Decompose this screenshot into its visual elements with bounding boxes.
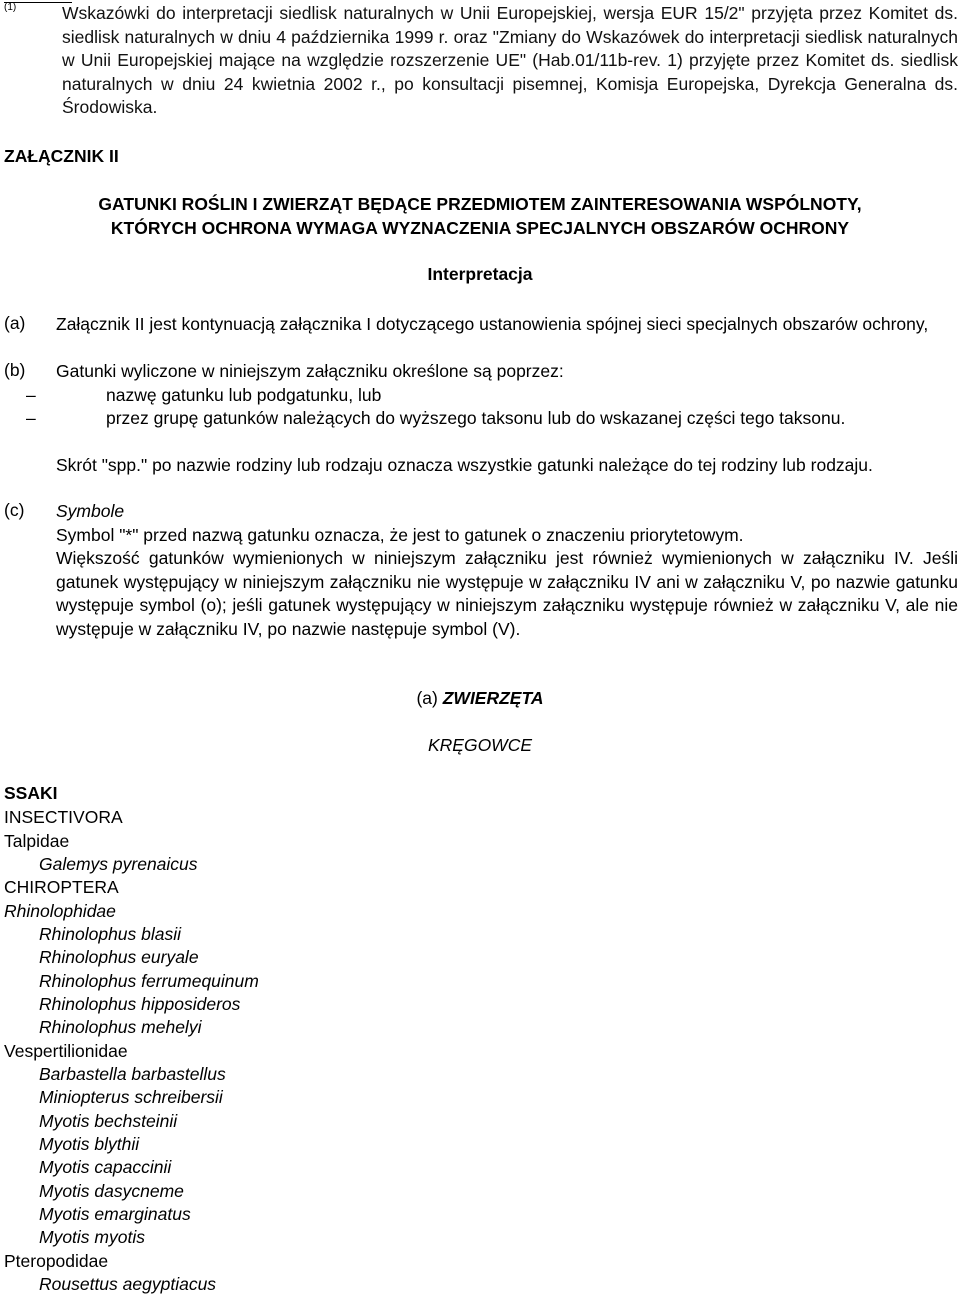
priority-symbol-text: Symbol "*" przed nazwą gatunku oznacza, że jest to gatunek o znaczeniu priorytetowym. xyxy=(56,525,744,545)
family-pteropodidae: Pteropodidae xyxy=(4,1251,109,1271)
species-item: Myotis dasycneme xyxy=(39,1181,184,1201)
footnote-marker: (1) xyxy=(4,2,17,13)
symbols-paragraph: Większość gatunków wymienionych w niniejszym załączniku jest również wymienionych w załączniku IV. Jeśli gatunek występujący w niniejszym załączniku nie występuje w załączniku IV ani w załączniku V, po nazwie gatunku występuje symbol (o); jeśli gatunek występujący w niniejszym załączniku występuje również w załączniku V, ale nie występuje w załączniku IV, po nazwie następuje symbol (V). xyxy=(56,548,958,639)
symbols-heading: Symbole xyxy=(56,501,125,521)
species-item: Rousettus aegyptiacus xyxy=(39,1274,217,1294)
species-item: Myotis emarginatus xyxy=(39,1204,191,1224)
section-prefix: (a) xyxy=(416,688,438,708)
section-heading xyxy=(0,688,960,709)
species-item: Myotis blythii xyxy=(39,1134,140,1154)
family-vespertilionidae: Vespertilionidae xyxy=(4,1041,128,1061)
section-title: ZWIERZĘTA xyxy=(442,688,544,708)
point-b-intro: Gatunki wyliczone w niniejszym załączniku określone są poprzez: xyxy=(56,361,564,381)
species-item: Miniopterus schreibersii xyxy=(39,1087,223,1107)
dash-bullet: – xyxy=(26,408,36,428)
point-a-label: (a) xyxy=(4,313,26,333)
spp-note: Skrót "spp." po nazwie rodziny lub rodzaju oznacza wszystkie gatunki należące do tej rodziny lub rodzaju. xyxy=(56,455,873,475)
annex-title-line-2: KTÓRYCH OCHRONA WYMAGA WYZNACZENIA SPECJALNYCH OBSZARÓW OCHRONY xyxy=(110,218,850,238)
order-insectivora: INSECTIVORA xyxy=(4,807,123,827)
species-item: Rhinolophus euryale xyxy=(39,947,199,967)
subsection-title: KRĘGOWCE xyxy=(427,735,533,755)
species-item: Rhinolophus ferrumequinum xyxy=(39,971,259,991)
dash-item-text: przez grupę gatunków należących do wyższego taksonu lub do wskazanej części tego taksonu. xyxy=(106,408,846,428)
footnote-text: Wskazówki do interpretacji siedlisk naturalnych w Unii Europejskiej, wersja EUR 15/2" przyjęta przez Komitet ds. siedlisk naturalnych w dniu 4 października 1999 r. oraz "Zmiany do Wskazówek do interpretacji siedlisk naturalnych w Unii Europejskiej mające na względzie rozszerzenie UE" (Hab.01/11b-rev. 1) przyjęte przez Komitet ds. siedlisk naturalnych w dniu 24 kwietnia 2002 r., po konsultacji pisemnej, Komisja Europejska, Dyrekcja Generalna ds. Środowiska. xyxy=(62,3,958,117)
class-heading: SSAKI xyxy=(4,783,58,803)
species-item: Barbastella barbastellus xyxy=(39,1064,226,1084)
dash-item-text: nazwę gatunku lub podgatunku, lub xyxy=(106,385,382,405)
point-b-label: (b) xyxy=(4,360,26,380)
interpretation-heading: Interpretacja xyxy=(427,264,533,284)
point-c-label: (c) xyxy=(4,500,25,520)
annex-title xyxy=(0,192,960,240)
species-item: Rhinolophus blasii xyxy=(39,924,182,944)
species-item: Rhinolophus hipposideros xyxy=(39,994,241,1014)
species-item: Galemys pyrenaicus xyxy=(39,854,198,874)
order-chiroptera: CHIROPTERA xyxy=(4,877,119,897)
species-item: Myotis bechsteinii xyxy=(39,1111,178,1131)
dash-bullet: – xyxy=(26,385,36,405)
point-a-text: Załącznik II jest kontynuacją załącznika I dotyczącego ustanowienia spójnej sieci specjalnych obszarów ochrony, xyxy=(56,314,929,334)
family-talpidae: Talpidae xyxy=(4,831,70,851)
species-item: Myotis capaccinii xyxy=(39,1157,172,1177)
species-item: Rhinolophus mehelyi xyxy=(39,1017,202,1037)
species-item: Myotis myotis xyxy=(39,1227,145,1247)
annex-label: ZAŁĄCZNIK II xyxy=(4,146,119,166)
annex-title-line-1: GATUNKI ROŚLIN I ZWIERZĄT BĘDĄCE PRZEDMIOTEM ZAINTERESOWANIA WSPÓLNOTY, xyxy=(98,194,862,214)
family-rhinolophidae: Rhinolophidae xyxy=(4,901,116,921)
